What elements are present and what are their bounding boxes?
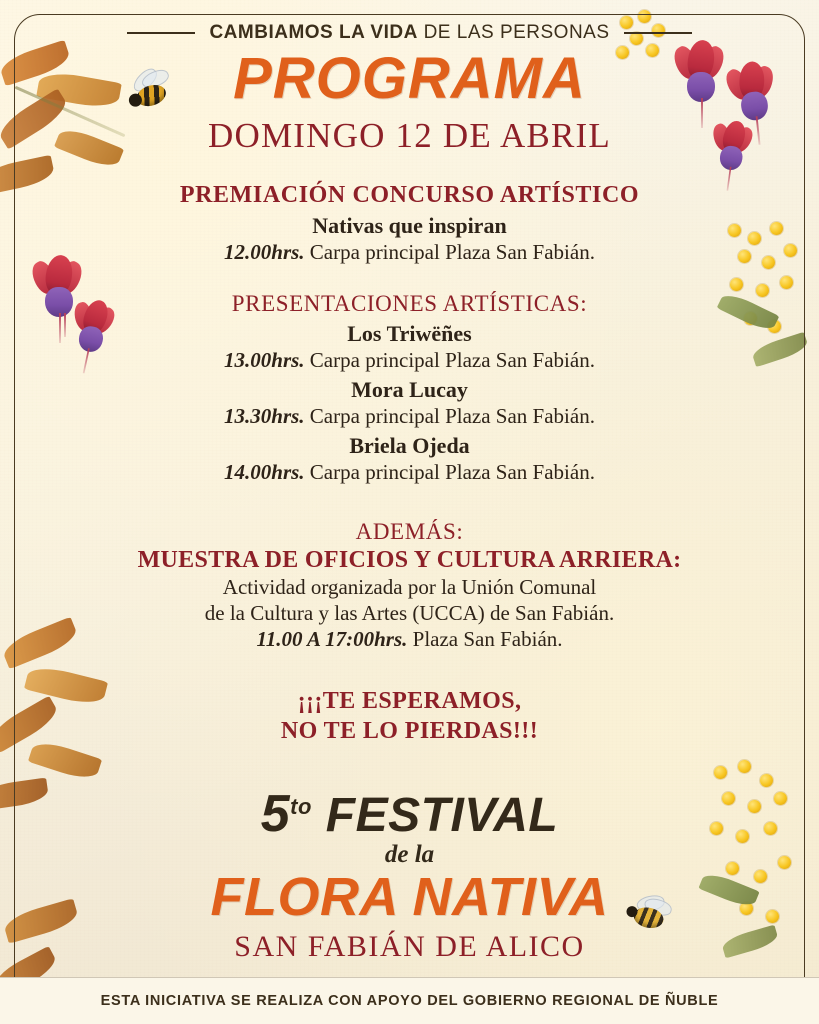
schedule-line [0,404,819,429]
kicker-text [209,22,609,44]
festival-logo [0,785,819,964]
schedule-line [0,240,819,265]
kicker-line [0,22,819,44]
act-name: Mora Lucay [351,377,468,402]
footer-bar [0,977,819,1024]
extra-line-1: Actividad organizada por la Unión Comunal [222,575,597,599]
section-presentaciones [0,291,819,485]
schedule-place: Carpa principal Plaza San Fabián. [309,348,595,372]
kicker-rest: DE LAS PERSONAS [423,22,610,43]
schedule-place: Carpa principal Plaza San Fabián. [309,460,595,484]
schedule-time: 12.00hrs. [224,240,305,264]
act-name: Briela Ojeda [349,433,470,458]
logo-edition-number: 5 [260,785,291,843]
footer-text: ESTA INICIATIVA SE REALIZA CON APOYO DEL GOBIERNO REGIONAL DE ÑUBLE [100,993,719,1009]
section-extra [0,519,819,652]
schedule-line [0,348,819,373]
page-title: PROGRAMA [233,46,586,111]
section-heading: PREMIACIÓN CONCURSO ARTÍSTICO [179,182,640,208]
schedule-time: 13.30hrs. [224,404,305,428]
logo-line-festival [0,785,819,843]
section-heading: PRESENTACIONES ARTÍSTICAS: [231,291,588,316]
logo-location: SAN FABIÁN DE ALICO [234,929,585,963]
kicker-bold: CAMBIAMOS LA VIDA [209,22,418,43]
logo-word-festival: FESTIVAL [325,789,559,842]
kicker-rule-left [127,32,195,34]
schedule-time: 13.00hrs. [224,348,305,372]
schedule-line [0,460,819,485]
call-to-action [0,686,819,746]
logo-flora-nativa: FLORA NATIVA [210,867,609,927]
extra-heading: MUESTRA DE OFICIOS Y CULTURA ARRIERA: [137,547,682,573]
logo-edition-suffix: to [290,794,312,819]
extra-label: ADEMÁS: [355,519,464,544]
extra-schedule-line [0,627,819,652]
schedule-place: Carpa principal Plaza San Fabián. [309,240,595,264]
kicker-rule-right [624,32,692,34]
cta-line-1: ¡¡¡TE ESPERAMOS, [297,688,522,714]
extra-line-2: de la Cultura y las Artes (UCCA) de San Fabián. [204,601,615,625]
section-subtitle: Nativas que inspiran [312,213,507,238]
section-premiacion [0,182,819,265]
cta-line-2: NO TE LO PIERDAS!!! [280,718,539,744]
event-date: DOMINGO 12 DE ABRIL [208,116,611,155]
logo-de-la: de la [384,841,435,868]
extra-time: 11.00 A 17:00hrs. [256,627,408,651]
schedule-place: Carpa principal Plaza San Fabián. [309,404,595,428]
act-name: Los Triwëñes [347,321,472,346]
schedule-time: 14.00hrs. [224,460,305,484]
extra-place: Plaza San Fabián. [412,627,563,651]
